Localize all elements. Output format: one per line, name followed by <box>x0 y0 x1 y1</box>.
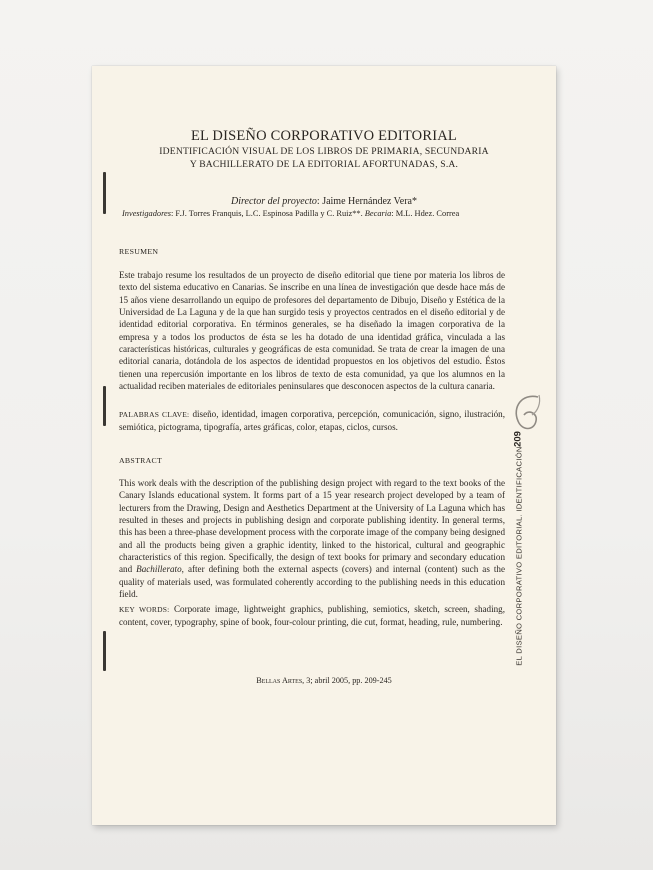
director-credit: Director del proyecto: Jaime Hernández Vera* <box>231 196 417 207</box>
key-words: KEY WORDS: Corporate image, lightweight graphics, publishing, semiotics, sketch, screen, shading, content, cover, typography, spine of book, four-colour printing, die cut, format, heading, rule, numbering. <box>119 604 505 628</box>
abstract-heading: ABSTRACT <box>119 456 163 465</box>
document-page <box>92 66 556 825</box>
staple <box>103 631 106 671</box>
article-title: EL DISEÑO CORPORATIVO EDITORIAL <box>191 128 457 144</box>
investigators-credit: Investigadores: F.J. Torres Franquis, L.C. Espinosa Padilla y C. Ruiz**. Becaria: M.L. Hdez. Correa <box>122 209 460 218</box>
abstract-text: This work deals with the description of the publishing design project with regard to the text books of the Canary Islands educational system. It forms part of a 15 year research project developed by a team of lecturers from the Drawing, Design and Aesthetics Department at the University of La Laguna which has resulted in theses and projects in publishing design and corporate publishing identity. In general terms, this has been a three-phase development process with the corporate image of the company being designed and all the products being given a graphic identity, linked to the historical, cultural and geographic characteristics of this region. Specifically, the design of text books for primary and secondary education and Bachillerato, after defining both the external aspects (covers) and internal (content) such as the quality of materials used, was formulated coherently according to the publishing needs in this education field. <box>119 478 506 600</box>
resumen-heading: RESUMEN <box>119 247 159 256</box>
staple <box>103 172 106 214</box>
page-number: 209 <box>512 431 524 447</box>
staple <box>103 386 106 426</box>
running-title: EL DISEÑO CORPORATIVO EDITORIAL. IDENTIFICACIÓN <box>514 446 524 666</box>
article-subtitle: IDENTIFICACIÓN VISUAL DE LOS LIBROS DE PRIMARIA, SECUNDARIA Y BACHILLERATO DE LA EDITORIAL AFORTUNADAS, S.A. <box>159 146 489 170</box>
palabras-clave: PALABRAS CLAVE: diseño, identidad, imagen corporativa, percepción, comunicación, signo, ilustración, semiótica, pictograma, tipografía, artes gráficas, color, etapas, ciclos, cursos. <box>119 409 506 433</box>
journal-citation: Bellas Artes, 3; abril 2005, pp. 209-245 <box>256 676 392 685</box>
resumen-text: Este trabajo resume los resultados de un proyecto de diseño editorial que tiene por materia los libros de texto del sistema educativo en Canarias. Se inscribe en una línea de investigación que desde hace más de 15 años viene desarrollando un equipo de profesores del departamento de Dibujo, Diseño y Estética de la Universidad de La Laguna y de la que han surgido tesis y proyectos centrados en el diseño editorial y de identidad editorial corporativa. En términos generales, se ha diseñado la imagen corporativa de la empresa y a todos los productos de ésta se les ha dotado de una identidad gráfica, vinculada a las características históricas, culturales y geográficas de esta comunidad. Se trata de crear la imagen de una editorial canaria, dotándola de los aspectos de identidad propuestos en los objetivos del estudio. Éstos tienen una repercusión importante en los libros de texto de esta comunidad, ya que los alumnos en la actualidad reciben materiales de editoriales peninsulares que desconocen aspectos de la cultura canaria. <box>119 270 505 392</box>
